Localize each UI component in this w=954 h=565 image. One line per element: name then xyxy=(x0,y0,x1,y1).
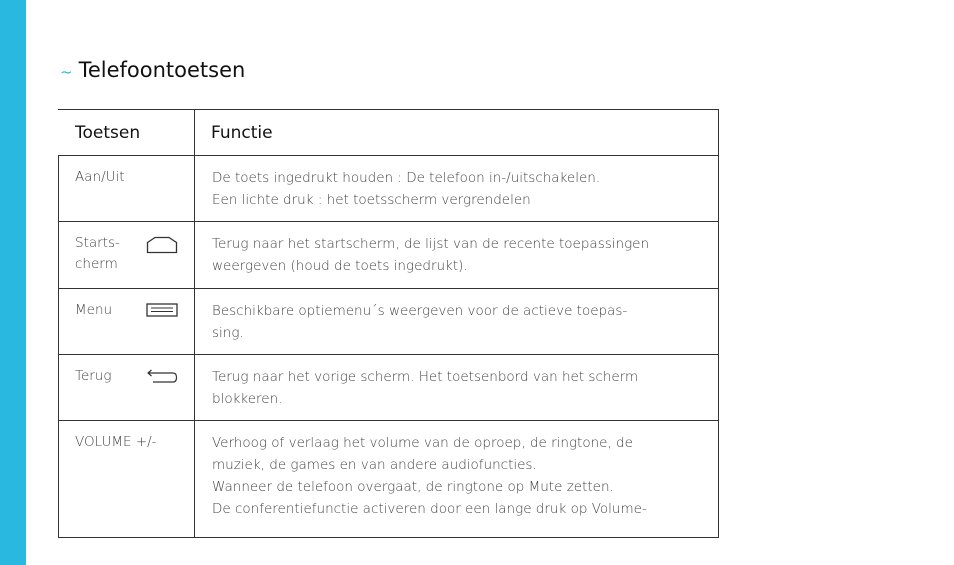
function-cell xyxy=(195,222,719,289)
heading-tilde: ~ xyxy=(60,63,73,81)
key-label-power: Aan/Uit xyxy=(75,169,125,185)
table-row xyxy=(59,222,719,289)
function-cell xyxy=(195,421,719,538)
table-header-row xyxy=(59,110,719,156)
section-heading xyxy=(60,58,245,82)
key-cell xyxy=(59,222,195,289)
key-label-menu: Menu xyxy=(75,302,113,318)
side-accent-bar xyxy=(0,0,26,565)
key-label-volume: VOLUME +/- xyxy=(75,434,157,450)
key-cell xyxy=(59,355,195,421)
function-cell xyxy=(195,156,719,222)
function-text-menu: Beschikbare optiemenu´s weergeven voor de actieve toepas- sing. xyxy=(212,303,628,341)
function-text-home: Terug naar het startscherm, de lijst van de recente toepassingen weergeven (houd de toets ingedrukt). xyxy=(212,236,650,274)
table-row xyxy=(59,289,719,355)
function-text-volume: Verhoog of verlaag het volume van de oproep, de ringtone, de muziek, de games en van andere audiofuncties. Wanneer de telefoon overgaat, de ringtone op Mute zetten. De conferentiefunctie activeren door een lange druk op Volume- xyxy=(212,435,647,517)
menu-key-icon xyxy=(146,303,178,317)
key-label-back: Terug xyxy=(75,368,112,384)
header-function: Functie xyxy=(195,110,719,156)
function-cell xyxy=(195,355,719,421)
table-row xyxy=(59,421,719,538)
home-key-icon xyxy=(146,236,178,254)
function-text-back: Terug naar het vorige scherm. Het toetsenbord van het scherm blokkeren. xyxy=(212,369,639,407)
key-label-home: Starts- cherm xyxy=(75,235,120,272)
page-title: Telefoontoetsen xyxy=(78,58,246,82)
function-cell xyxy=(195,289,719,355)
key-cell xyxy=(59,156,195,222)
back-key-icon xyxy=(146,369,178,383)
header-keys: Toetsen xyxy=(59,110,195,156)
table-row xyxy=(59,156,719,222)
function-text-power: De toets ingedrukt houden : De telefoon in-/uitschakelen. Een lichte druk : het toetsscherm vergrendelen xyxy=(212,170,601,208)
key-cell xyxy=(59,289,195,355)
table-row xyxy=(59,355,719,421)
phone-keys-table xyxy=(58,109,719,538)
key-cell xyxy=(59,421,195,538)
